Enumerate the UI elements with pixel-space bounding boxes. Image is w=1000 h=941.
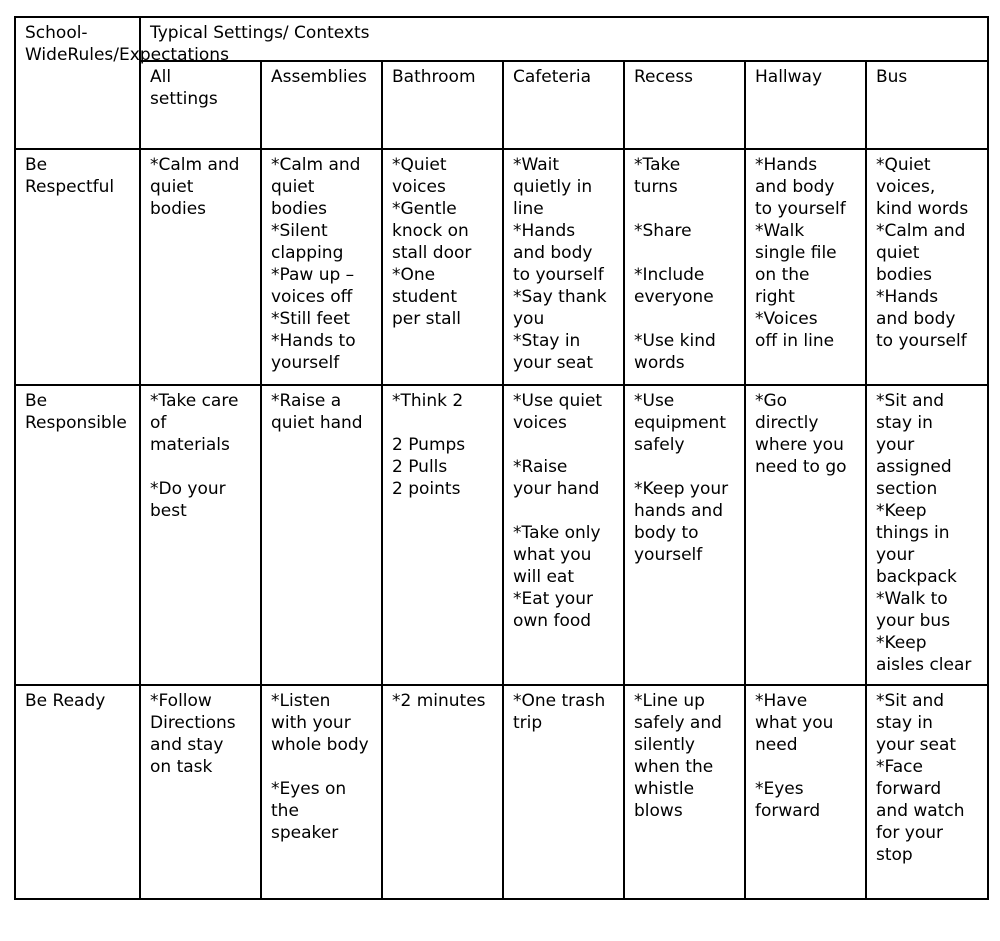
- expectation-text-line: *One: [392, 265, 436, 285]
- expectation-text-line: and body: [876, 309, 956, 329]
- expectation-text-line: [634, 242, 738, 264]
- expectation-text-line: [634, 308, 738, 330]
- corner-header-line: Rules/: [67, 45, 120, 65]
- expectation-text-line: yourself: [271, 353, 340, 373]
- expectation-cell-be-respectful-all-settings: [140, 149, 261, 385]
- expectation-text-line: *Think 2: [392, 391, 464, 411]
- settings-group-header: Typical Settings/ Contexts: [140, 17, 988, 61]
- expectation-text-line: single file: [755, 243, 837, 263]
- expectation-text-line: directly: [755, 413, 819, 433]
- expectation-text-line: will eat: [513, 567, 575, 587]
- expectation-cell-be-ready-bathroom: [382, 685, 503, 899]
- expectation-cell-be-respectful-recess: [624, 149, 745, 385]
- column-header-label: All: [150, 67, 172, 87]
- expectation-text-line: what you: [513, 545, 592, 565]
- expectation-text-line: need: [755, 735, 798, 755]
- expectation-text-line: of: [150, 413, 167, 433]
- expectation-text-line: whistle: [634, 779, 695, 799]
- expectation-text-line: yourself: [634, 545, 703, 565]
- rule-label-line: Be Ready: [25, 691, 106, 711]
- expectation-text-line: best: [150, 501, 187, 521]
- expectation-text-line: *Take only: [513, 523, 601, 543]
- expectation-text-line: [513, 500, 617, 522]
- expectation-text-line: silently: [634, 735, 695, 755]
- expectation-text-line: [634, 456, 738, 478]
- expectation-text-line: materials: [150, 435, 230, 455]
- expectation-text-line: *Quiet: [876, 155, 931, 175]
- expectation-text-line: *Walk to: [876, 589, 948, 609]
- expectation-text-line: [755, 756, 859, 778]
- rule-cell-be-ready: [15, 685, 140, 899]
- expectation-text-line: on the: [755, 265, 810, 285]
- behavior-expectations-matrix: [14, 16, 989, 900]
- expectation-text-line: *Hands: [876, 287, 939, 307]
- expectation-text-line: *Go: [755, 391, 788, 411]
- expectation-text-line: right: [755, 287, 795, 307]
- expectation-text-line: kind words: [876, 199, 969, 219]
- expectation-cell-be-respectful-cafeteria: [503, 149, 624, 385]
- expectation-text-line: quiet: [271, 177, 315, 197]
- expectation-text-line: [634, 198, 738, 220]
- expectation-text-line: clapping: [271, 243, 344, 263]
- expectation-text-line: 2 points: [392, 479, 461, 499]
- column-header-label: settings: [150, 89, 218, 109]
- expectation-text-line: and stay: [150, 735, 224, 755]
- rule-cell-be-respectful: [15, 149, 140, 385]
- expectation-text-line: *Keep your: [634, 479, 729, 499]
- expectation-text-line: *Use kind: [634, 331, 716, 351]
- expectation-text-line: off in line: [755, 331, 835, 351]
- expectation-text-line: quiet: [150, 177, 194, 197]
- expectation-text-line: [513, 434, 617, 456]
- expectation-text-line: line: [513, 199, 544, 219]
- expectation-text-line: *Use: [634, 391, 675, 411]
- column-header-label: Cafeteria: [513, 67, 591, 87]
- expectation-text-line: stop: [876, 845, 913, 865]
- expectation-cell-be-ready-bus: [866, 685, 988, 899]
- rule-label-line: Be: [25, 391, 48, 411]
- corner-header-line: de: [46, 45, 68, 65]
- expectation-text-line: and body: [755, 177, 835, 197]
- expectation-text-line: *Follow: [150, 691, 212, 711]
- expectation-text-line: *Hands: [513, 221, 576, 241]
- expectation-text-line: aisles clear: [876, 655, 972, 675]
- expectation-cell-be-responsible-all-settings: [140, 385, 261, 685]
- corner-header-line: Expectatio: [119, 45, 210, 65]
- expectation-text-line: per stall: [392, 309, 462, 329]
- expectation-text-line: on task: [150, 757, 213, 777]
- column-header-assemblies: [261, 61, 382, 149]
- expectation-cell-be-responsible-hallway: [745, 385, 866, 685]
- expectation-text-line: and body: [513, 243, 593, 263]
- expectation-text-line: *Eat your: [513, 589, 593, 609]
- expectation-text-line: *Hands: [755, 155, 818, 175]
- expectation-text-line: *Say thank: [513, 287, 607, 307]
- expectation-text-line: stall door: [392, 243, 472, 263]
- expectation-text-line: to yourself: [755, 199, 846, 219]
- rule-cell-be-responsible: [15, 385, 140, 685]
- expectation-text-line: *Raise a: [271, 391, 342, 411]
- expectation-text-line: trip: [513, 713, 543, 733]
- expectation-cell-be-ready-all-settings: [140, 685, 261, 899]
- expectation-text-line: *Include: [634, 265, 705, 285]
- expectation-text-line: to yourself: [513, 265, 604, 285]
- expectation-cell-be-respectful-bathroom: [382, 149, 503, 385]
- expectation-text-line: *Line up: [634, 691, 705, 711]
- expectation-cell-be-ready-assemblies: [261, 685, 382, 899]
- expectation-text-line: safely: [634, 435, 685, 455]
- expectation-text-line: *Share: [634, 221, 692, 241]
- expectation-text-line: *Voices: [755, 309, 818, 329]
- expectation-text-line: quiet: [876, 243, 920, 263]
- expectation-text-line: *Sit and: [876, 691, 945, 711]
- expectation-text-line: to yourself: [876, 331, 967, 351]
- expectation-text-line: whole body: [271, 735, 369, 755]
- expectation-text-line: *Walk: [755, 221, 805, 241]
- expectation-text-line: safely and: [634, 713, 722, 733]
- table-row-be-responsible: [15, 385, 988, 685]
- expectation-text-line: *Stay in: [513, 331, 581, 351]
- expectation-text-line: *Paw up –: [271, 265, 355, 285]
- expectation-text-line: *Listen: [271, 691, 331, 711]
- column-header-bus: [866, 61, 988, 149]
- expectation-cell-be-ready-hallway: [745, 685, 866, 899]
- expectation-text-line: *Keep: [876, 633, 927, 653]
- expectation-text-line: *Take: [634, 155, 681, 175]
- expectation-text-line: for your: [876, 823, 944, 843]
- expectation-text-line: stay in: [876, 713, 933, 733]
- expectation-text-line: your hand: [513, 479, 600, 499]
- expectation-cell-be-responsible-recess: [624, 385, 745, 685]
- expectation-text-line: backpack: [876, 567, 957, 587]
- rule-label-line: Responsible: [25, 413, 127, 433]
- corner-header-line: ns: [209, 45, 229, 65]
- expectation-text-line: words: [634, 353, 685, 373]
- column-header-all-settings: [140, 61, 261, 149]
- expectation-text-line: and watch: [876, 801, 965, 821]
- expectation-text-line: you: [513, 309, 545, 329]
- expectation-text-line: [392, 412, 496, 434]
- expectation-text-line: voices,: [876, 177, 936, 197]
- expectation-text-line: stay in: [876, 413, 933, 433]
- column-header-bathroom: [382, 61, 503, 149]
- expectation-text-line: your seat: [513, 353, 594, 373]
- column-header-cafeteria: [503, 61, 624, 149]
- expectation-cell-be-ready-cafeteria: [503, 685, 624, 899]
- expectation-text-line: bodies: [271, 199, 328, 219]
- expectation-text-line: speaker: [271, 823, 339, 843]
- expectation-cell-be-respectful-bus: [866, 149, 988, 385]
- expectation-text-line: *2 minutes: [392, 691, 486, 711]
- expectation-text-line: own food: [513, 611, 592, 631]
- column-header-label: Recess: [634, 67, 694, 87]
- expectation-text-line: bodies: [150, 199, 207, 219]
- column-header-label: Bus: [876, 67, 908, 87]
- expectation-text-line: *Calm and: [150, 155, 240, 175]
- corner-header-line: School-Wi: [25, 23, 88, 65]
- expectation-text-line: *Eyes: [755, 779, 804, 799]
- expectation-text-line: Directions: [150, 713, 236, 733]
- expectation-text-line: *Calm and: [876, 221, 966, 241]
- expectation-cell-be-responsible-bathroom: [382, 385, 503, 685]
- expectation-text-line: quietly in: [513, 177, 593, 197]
- expectation-text-line: everyone: [634, 287, 714, 307]
- expectation-text-line: *Gentle: [392, 199, 457, 219]
- expectation-text-line: 2 Pulls: [392, 457, 448, 477]
- expectation-text-line: *Take care: [150, 391, 239, 411]
- expectation-text-line: *Do your: [150, 479, 226, 499]
- expectation-cell-be-respectful-assemblies: [261, 149, 382, 385]
- expectation-text-line: *Silent: [271, 221, 328, 241]
- column-header-label: Hallway: [755, 67, 823, 87]
- expectation-cell-be-ready-recess: [624, 685, 745, 899]
- expectation-text-line: *Keep: [876, 501, 927, 521]
- rule-label-line: Respectful: [25, 177, 115, 197]
- expectation-text-line: the: [271, 801, 299, 821]
- expectation-text-line: blows: [634, 801, 683, 821]
- expectation-text-line: *Still feet: [271, 309, 351, 329]
- expectation-text-line: your seat: [876, 735, 957, 755]
- expectation-text-line: forward: [755, 801, 821, 821]
- expectation-text-line: quiet hand: [271, 413, 363, 433]
- expectation-text-line: *Raise: [513, 457, 568, 477]
- column-header-label: Bathroom: [392, 67, 476, 87]
- expectation-text-line: [271, 756, 375, 778]
- expectation-text-line: voices: [392, 177, 446, 197]
- expectation-cell-be-responsible-bus: [866, 385, 988, 685]
- expectation-text-line: bodies: [876, 265, 933, 285]
- expectation-text-line: *Hands to: [271, 331, 356, 351]
- expectation-text-line: voices off: [271, 287, 353, 307]
- rule-label-line: Be: [25, 155, 48, 175]
- table-row-be-respectful: [15, 149, 988, 385]
- expectation-text-line: *Wait: [513, 155, 560, 175]
- expectation-text-line: *Calm and: [271, 155, 361, 175]
- expectation-cell-be-responsible-assemblies: [261, 385, 382, 685]
- expectation-text-line: student: [392, 287, 457, 307]
- table-row-be-ready: [15, 685, 988, 899]
- expectation-text-line: [150, 456, 254, 478]
- expectation-text-line: *Face: [876, 757, 923, 777]
- expectation-text-line: hands and: [634, 501, 724, 521]
- expectation-text-line: your: [876, 545, 915, 565]
- expectation-text-line: turns: [634, 177, 678, 197]
- expectation-text-line: *Eyes on: [271, 779, 347, 799]
- expectation-text-line: your bus: [876, 611, 951, 631]
- expectation-text-line: assigned: [876, 457, 952, 477]
- expectation-text-line: *Use quiet: [513, 391, 603, 411]
- expectation-text-line: *Have: [755, 691, 808, 711]
- expectation-text-line: *Sit and: [876, 391, 945, 411]
- expectation-cell-be-respectful-hallway: [745, 149, 866, 385]
- expectation-text-line: equipment: [634, 413, 726, 433]
- expectation-text-line: knock on: [392, 221, 469, 241]
- expectation-text-line: things in: [876, 523, 950, 543]
- expectation-text-line: body to: [634, 523, 699, 543]
- expectation-text-line: *Quiet: [392, 155, 447, 175]
- expectation-text-line: voices: [513, 413, 567, 433]
- expectation-text-line: what you: [755, 713, 834, 733]
- expectation-text-line: where you: [755, 435, 844, 455]
- column-header-hallway: [745, 61, 866, 149]
- expectation-cell-be-responsible-cafeteria: [503, 385, 624, 685]
- expectation-text-line: section: [876, 479, 938, 499]
- expectation-text-line: 2 Pumps: [392, 435, 466, 455]
- expectation-text-line: your: [876, 435, 915, 455]
- expectation-text-line: *One trash: [513, 691, 606, 711]
- column-header-recess: [624, 61, 745, 149]
- expectation-text-line: when the: [634, 757, 714, 777]
- expectation-text-line: need to go: [755, 457, 847, 477]
- column-header-label: Assemblies: [271, 67, 367, 87]
- expectation-text-line: forward: [876, 779, 942, 799]
- expectation-text-line: with your: [271, 713, 351, 733]
